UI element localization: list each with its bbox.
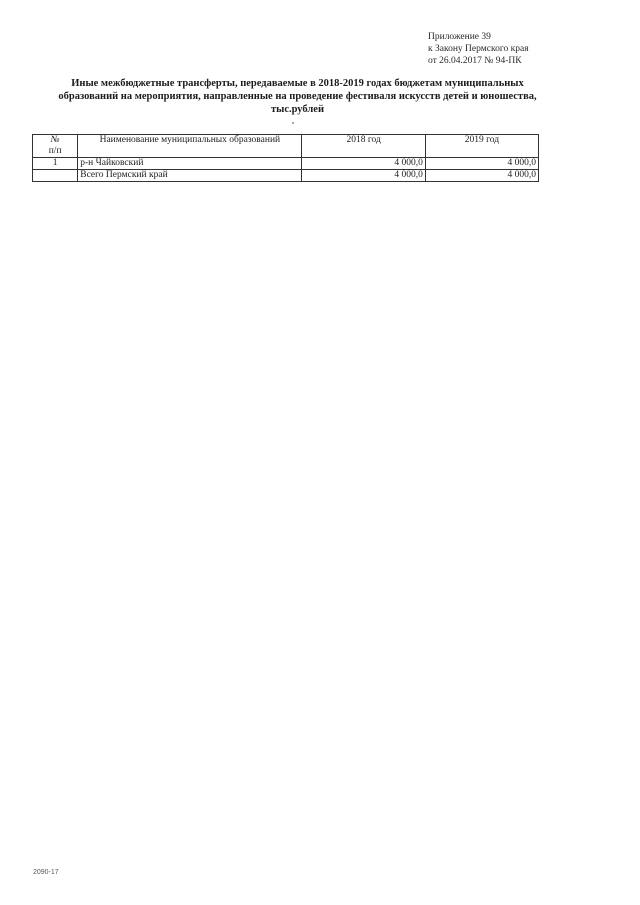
header-municipality: Наименование муниципальных образований [78, 135, 302, 158]
row-municipality: р-н Чайковский [78, 158, 302, 170]
row-value-2019: 4 000,0 [425, 158, 538, 170]
row-number [33, 170, 78, 182]
header-year-2019: 2019 год [425, 135, 538, 158]
row-value-2018: 4 000,0 [302, 170, 425, 182]
appendix-law: к Закону Пермского края [428, 44, 529, 54]
table-row [33, 158, 539, 170]
row-municipality: Всего Пермский край [78, 170, 302, 182]
appendix-number: Приложение 39 [428, 32, 491, 42]
header-number-symbol: № [50, 135, 60, 145]
document-code: 2090-17 [33, 869, 59, 876]
row-value-2018: 4 000,0 [302, 158, 425, 170]
appendix-date: от 26.04.2017 № 94-ПК [428, 56, 522, 66]
title-line-2: образований на мероприятия, направленные на проведение фестиваля искусств детей и юношества, [58, 91, 537, 102]
appendix-reference [428, 31, 529, 67]
header-number [33, 135, 78, 158]
row-number: 1 [33, 158, 78, 170]
header-year-2018: 2018 год [302, 135, 425, 158]
table-total-row [33, 170, 539, 182]
header-number-pp: п/п [48, 146, 62, 156]
title-line-1: Иные межбюджетные трансферты, передаваемые в 2018-2019 годах бюджетам муниципальных [71, 78, 524, 89]
row-value-2019: 4 000,0 [425, 170, 538, 182]
title-line-3: тыс.рублей [270, 104, 325, 115]
scan-speck [292, 122, 294, 124]
table-header-row [33, 135, 539, 158]
transfers-table [32, 134, 539, 182]
document-title [30, 77, 565, 116]
